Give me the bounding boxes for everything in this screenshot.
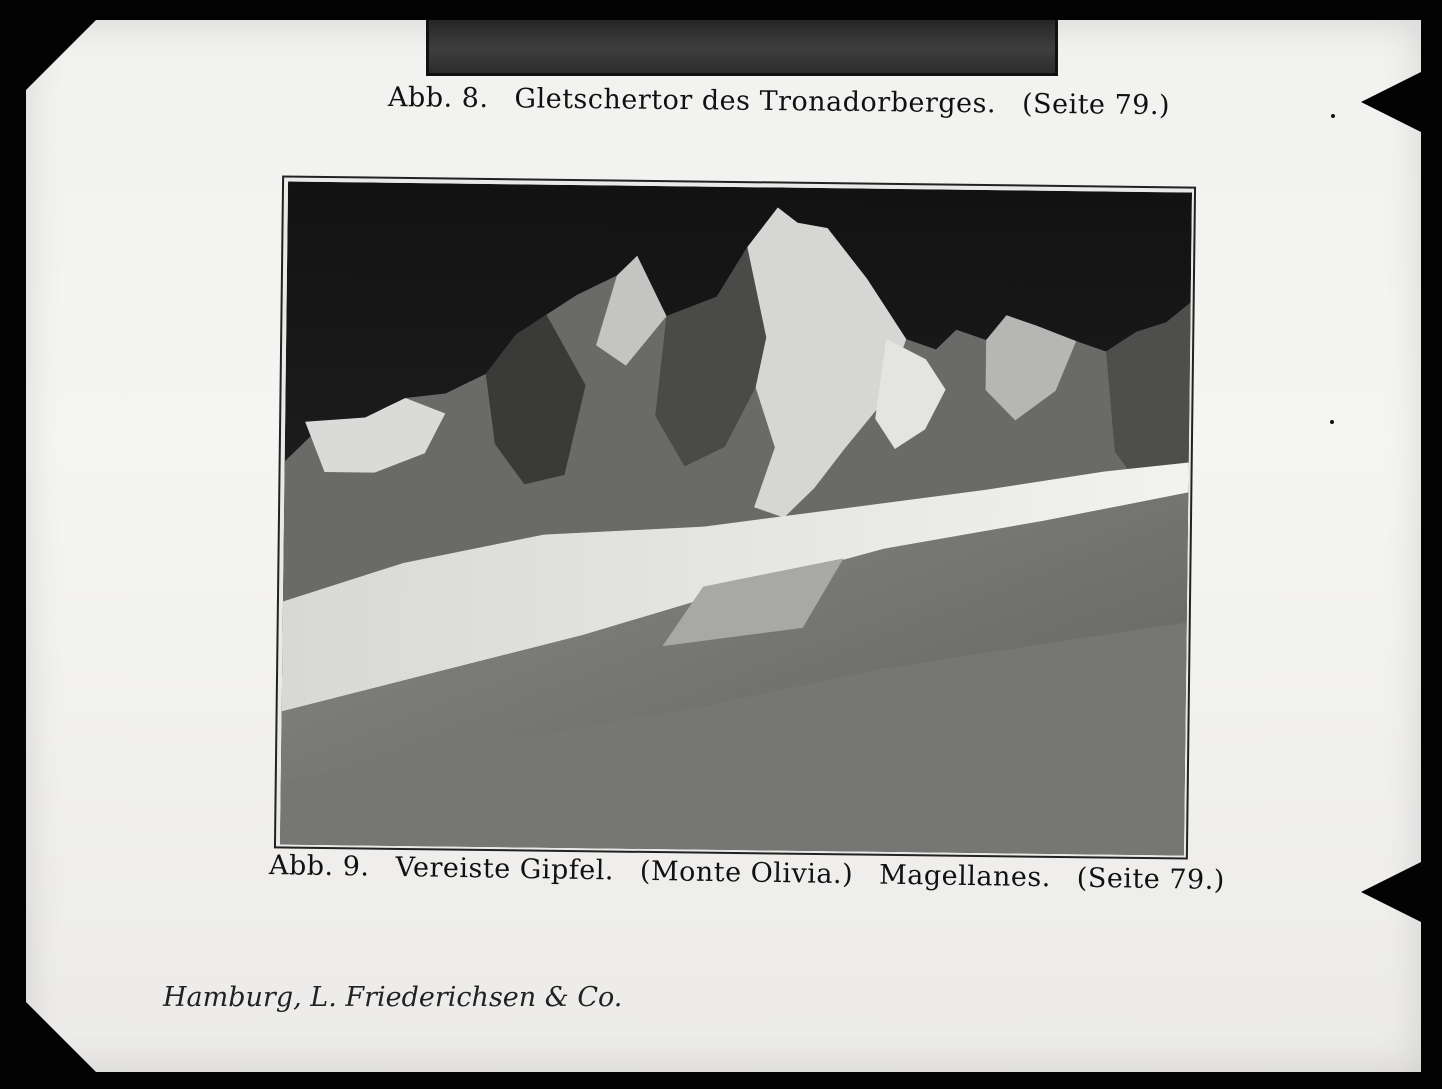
page-corner-bottom-left <box>26 1002 96 1072</box>
figure-9-label: Abb. 9. <box>268 850 370 883</box>
figure-8-label: Abb. 8. <box>387 82 489 115</box>
figure-9-page-ref: (Seite 79.) <box>1076 862 1226 897</box>
plate-holder-tab-top <box>1361 72 1421 132</box>
figure-8-photo-fragment <box>426 20 1058 76</box>
figure-9-region: Magellanes. <box>878 859 1052 894</box>
publisher-imprint: Hamburg, L. Friederichsen & Co. <box>163 982 623 1013</box>
page-corner-top-left <box>26 20 96 90</box>
dust-speck <box>1330 420 1334 424</box>
mountain-photograph <box>280 182 1192 856</box>
figure-9-photo <box>274 175 1196 859</box>
figure-9-subtitle: (Monte Olivia.) <box>639 855 854 891</box>
figure-9-title: Vereiste Gipfel. <box>395 851 615 887</box>
dust-speck <box>1331 114 1335 118</box>
figure-8-page-ref: (Seite 79.) <box>1021 88 1171 122</box>
plate-holder-tab-bottom <box>1361 862 1421 922</box>
figure-8-title: Gletschertor des Tronadorberges. <box>514 83 997 120</box>
